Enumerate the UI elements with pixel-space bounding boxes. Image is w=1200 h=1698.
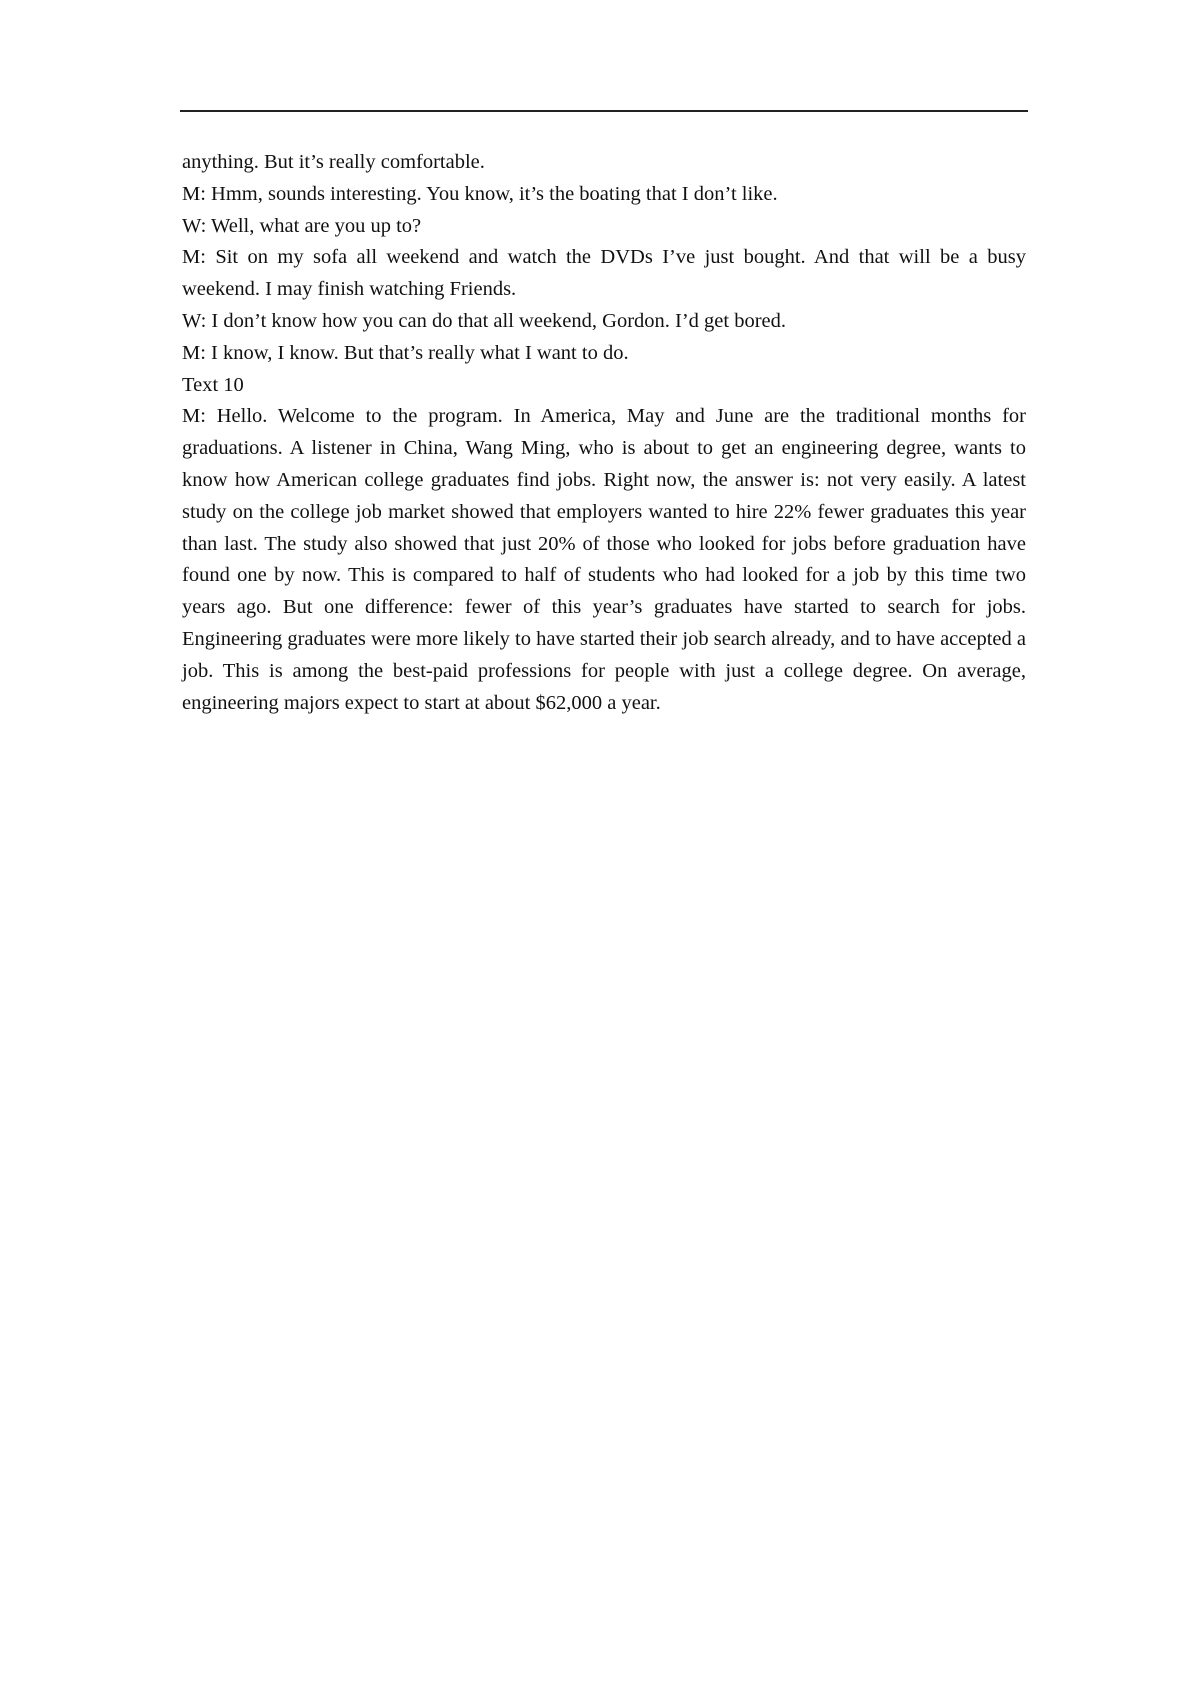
dialogue-line: W: I don’t know how you can do that all weekend, Gordon. I’d get bored. <box>182 309 787 332</box>
dialogue-line: anything. But it’s really comfortable. <box>182 151 485 173</box>
monologue-paragraph: M: Hello. Welcome to the program. In America, May and June are the traditional months for graduations. A listener in China, Wang Ming, who is about to get an engineering degree, wants to know how American college graduates find jobs. Right now, the answer is: not very easily. A latest study on the college job market showed that employers wanted to hire 22% fewer graduates this year than last. The study also showed that just 20% of those who looked for jobs before graduation have found one by now. This is compared to half of students who had looked for a job by this time two years ago. But one difference: fewer of this year’s graduates have started to search for jobs. Engineering graduates were more likely to have started their job search already, and to have accepted a job. This is among the best-paid professions for people with just a college degree. On average, engineering majors expect to start at about $62,000 a year. <box>182 405 1026 714</box>
header-rule <box>180 110 1028 112</box>
page-content <box>182 147 1026 719</box>
dialogue-line: M: Sit on my sofa all weekend and watch the DVDs I’ve just bought. And that will be a busy weekend. I may finish watching Friends. <box>182 246 1026 301</box>
dialogue-line: M: Hmm, sounds interesting. You know, it’s the boating that I don’t like. <box>182 182 778 205</box>
dialogue-line: W: Well, what are you up to? <box>182 214 422 237</box>
section-heading: Text 10 <box>182 373 244 396</box>
dialogue-line: M: I know, I know. But that’s really what I want to do. <box>182 341 629 364</box>
